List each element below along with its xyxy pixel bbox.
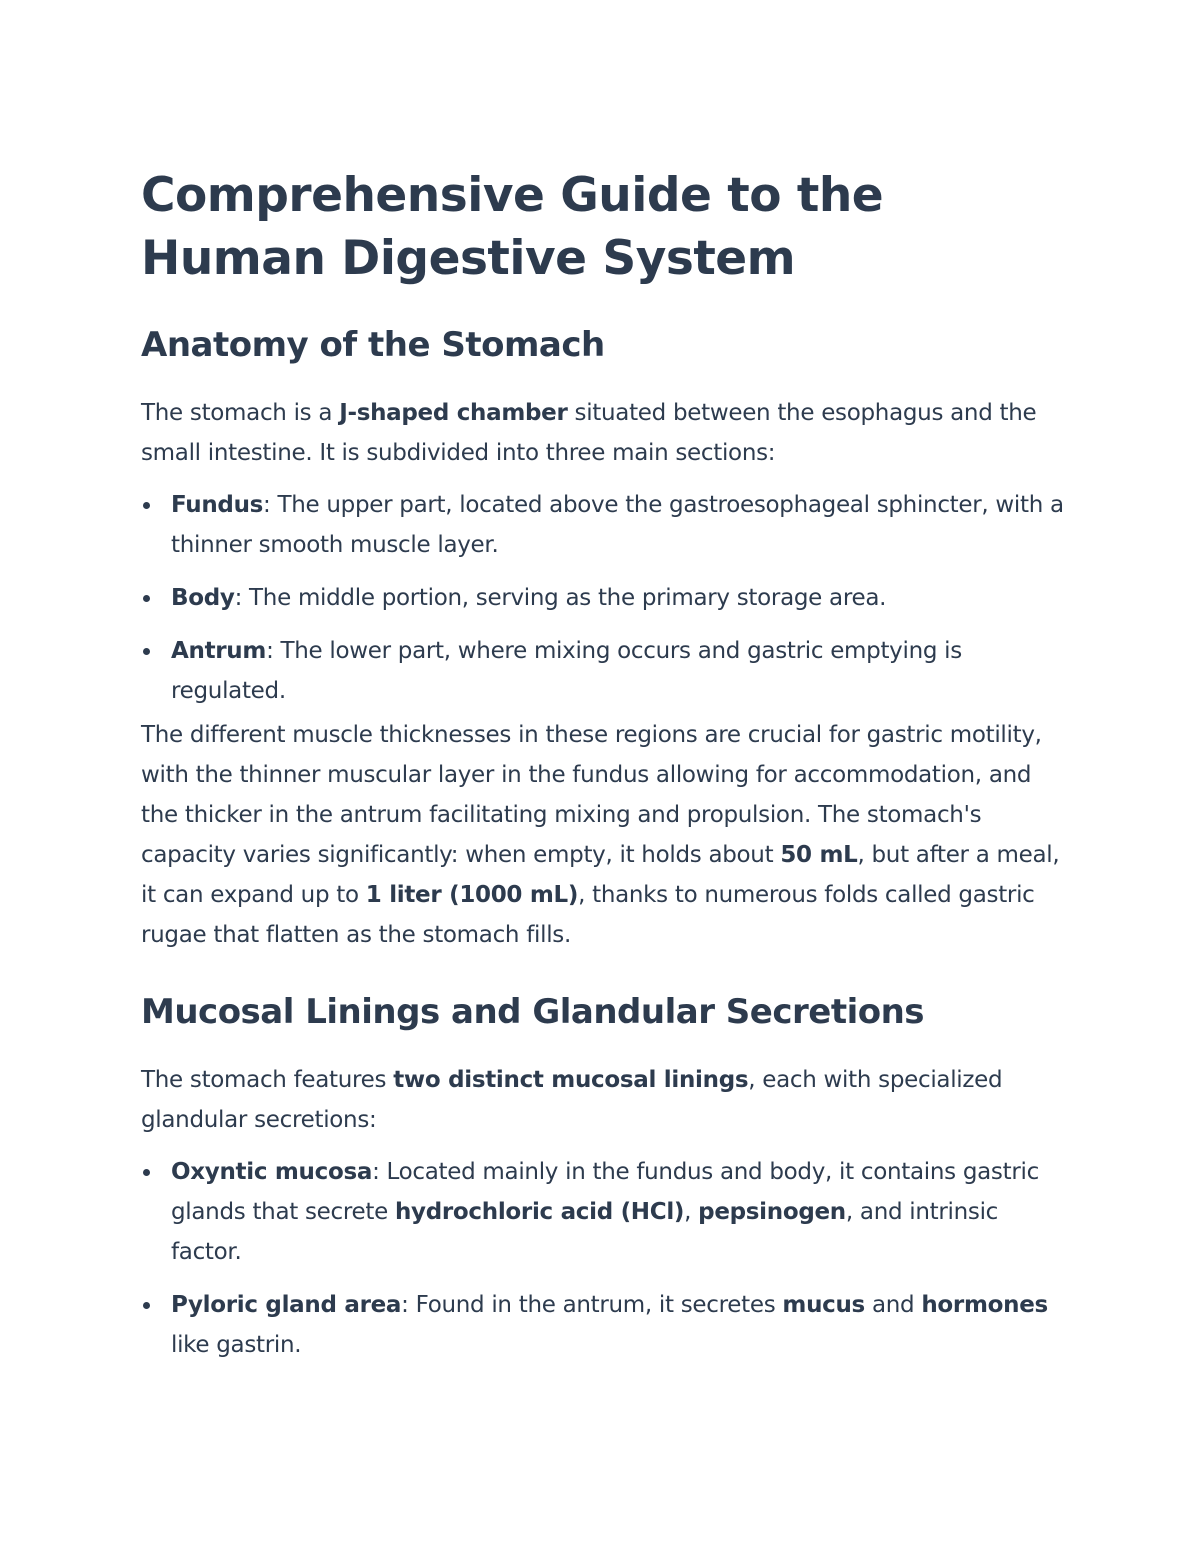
bullet-icon bbox=[143, 648, 150, 655]
list-item-body: Body: The middle portion, serving as the primary storage area. bbox=[141, 578, 1066, 618]
bullet-icon bbox=[143, 1302, 150, 1309]
list-item-oxyntic-mucosa: Oxyntic mucosa: Located mainly in the fundus and body, it contains gastric glands that secrete hydrochloric acid (HCl), pepsinogen, and intrinsic factor. bbox=[141, 1152, 1066, 1272]
page-title: Comprehensive Guide to the Human Digestive System bbox=[141, 168, 884, 286]
muscle-thickness-paragraph: The different muscle thicknesses in these regions are crucial for gastric motility, with the thinner muscular layer in the fundus allowing for accommodation, and the thicker in the antrum facilitating mixing and propulsion. The stomach's capacity varies significantly: when empty, it holds about 50 mL, but after a meal, it can expand up to 1 liter (1000 mL), thanks to numerous folds called gastric rugae that flatten as the stomach fills. bbox=[141, 722, 1060, 948]
section-heading-mucosal: Mucosal Linings and Glandular Secretions bbox=[141, 992, 925, 1032]
list-item-antrum: Antrum: The lower part, where mixing occurs and gastric emptying is regulated. bbox=[141, 631, 1066, 711]
mucosal-linings-list bbox=[141, 1152, 1066, 1365]
mucosal-intro-paragraph: The stomach features two distinct mucosal linings, each with specialized glandular secretions: bbox=[141, 1067, 1003, 1133]
bullet-icon bbox=[143, 595, 150, 602]
section-heading-anatomy: Anatomy of the Stomach bbox=[141, 325, 605, 365]
bullet-icon bbox=[143, 1169, 150, 1176]
stomach-sections-list bbox=[141, 485, 1066, 711]
document-page bbox=[141, 164, 1066, 1365]
bullet-icon bbox=[143, 502, 150, 509]
list-item-pyloric-gland-area: Pyloric gland area: Found in the antrum, it secretes mucus and hormones like gastrin. bbox=[141, 1285, 1066, 1365]
anatomy-intro-paragraph: The stomach is a J-shaped chamber situated between the esophagus and the small intestine. It is subdivided into three main sections: bbox=[141, 400, 1037, 466]
list-item-fundus: Fundus: The upper part, located above the gastroesophageal sphincter, with a thinner smooth muscle layer. bbox=[141, 485, 1066, 565]
